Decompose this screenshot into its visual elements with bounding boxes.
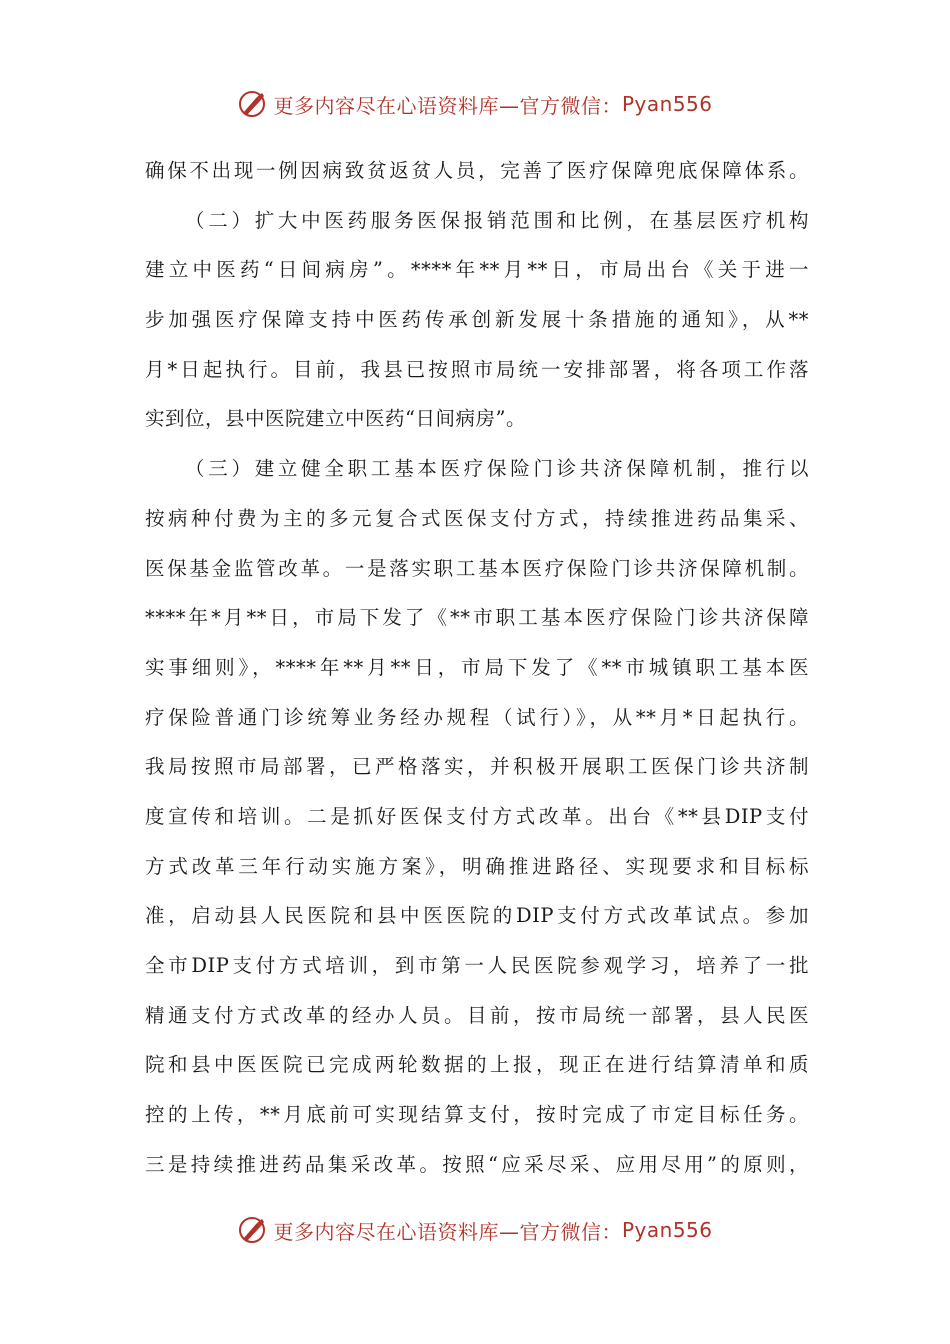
text-line: 建立中医药“日间病房”。****年**月**日，市局出台《关于进一 [145, 258, 809, 282]
text-line: （二）扩大中医药服务医保报销范围和比例，在基层医疗机构 [185, 208, 809, 232]
text-line: ****年*月**日，市局下发了《**市职工基本医疗保险门诊共济保障 [145, 606, 809, 630]
text-line: 按病种付费为主的多元复合式医保支付方式，持续推进药品集采、 [145, 506, 809, 530]
document-body [145, 146, 809, 1189]
text-line: 精通支付方式改革的经办人员。目前，按市局统一部署，县人民医 [145, 1003, 809, 1027]
header-watermark [0, 84, 950, 124]
text-line: 全市DIP支付方式培训，到市第一人民医院参观学习，培养了一批 [145, 954, 809, 977]
text-line: 医保基金监管改革。一是落实职工基本医疗保险门诊共济保障机制。 [145, 556, 809, 580]
text-line: 我局按照市局部署，已严格落实，并积极开展职工医保门诊共济制 [145, 755, 809, 779]
text-line: 实到位，县中医院建立中医药“日间病房”。 [145, 407, 526, 431]
text-line: 确保不出现一例因病致贫返贫人员，完善了医疗保障兜底保障体系。 [145, 159, 809, 182]
watermark-brand-text: 更多内容尽在心语资料库—官方微信： [273, 1219, 622, 1244]
fountain-pen-logo-icon [237, 89, 267, 119]
text-line: 准，启动县人民医院和县中医医院的DIP支付方式改革试点。参加 [145, 904, 809, 928]
footer-watermark [0, 1210, 950, 1250]
text-line: 月*日起执行。目前，我县已按照市局统一安排部署，将各项工作落 [145, 357, 809, 381]
watermark-wechat-id: Pyan556 [621, 1218, 713, 1242]
watermark-wechat-id: Pyan556 [621, 92, 713, 116]
fountain-pen-logo-icon [237, 1215, 267, 1245]
text-line: 疗保险普通门诊统筹业务经办规程（试行）》，从**月*日起执行。 [145, 705, 809, 729]
text-line: 三是持续推进药品集采改革。按照“应采尽采、应用尽用”的原则， [145, 1152, 809, 1176]
text-line: 方式改革三年行动实施方案》，明确推进路径、实现要求和目标标 [145, 854, 809, 878]
text-line: 院和县中医医院已完成两轮数据的上报，现正在进行结算清单和质 [145, 1053, 809, 1077]
text-line: 实事细则》，****年**月**日，市局下发了《**市城镇职工基本医 [145, 655, 809, 679]
watermark-brand-text: 更多内容尽在心语资料库—官方微信： [273, 93, 622, 118]
text-line: 度宣传和培训。二是抓好医保支付方式改革。出台《**县DIP支付 [145, 804, 809, 828]
text-line: （三）建立健全职工基本医疗保险门诊共济保障机制，推行以 [185, 457, 809, 481]
text-line: 步加强医疗保障支持中医药传承创新发展十条措施的通知》，从** [145, 308, 809, 332]
text-line: 控的上传，**月底前可实现结算支付，按时完成了市定目标任务。 [145, 1103, 809, 1127]
